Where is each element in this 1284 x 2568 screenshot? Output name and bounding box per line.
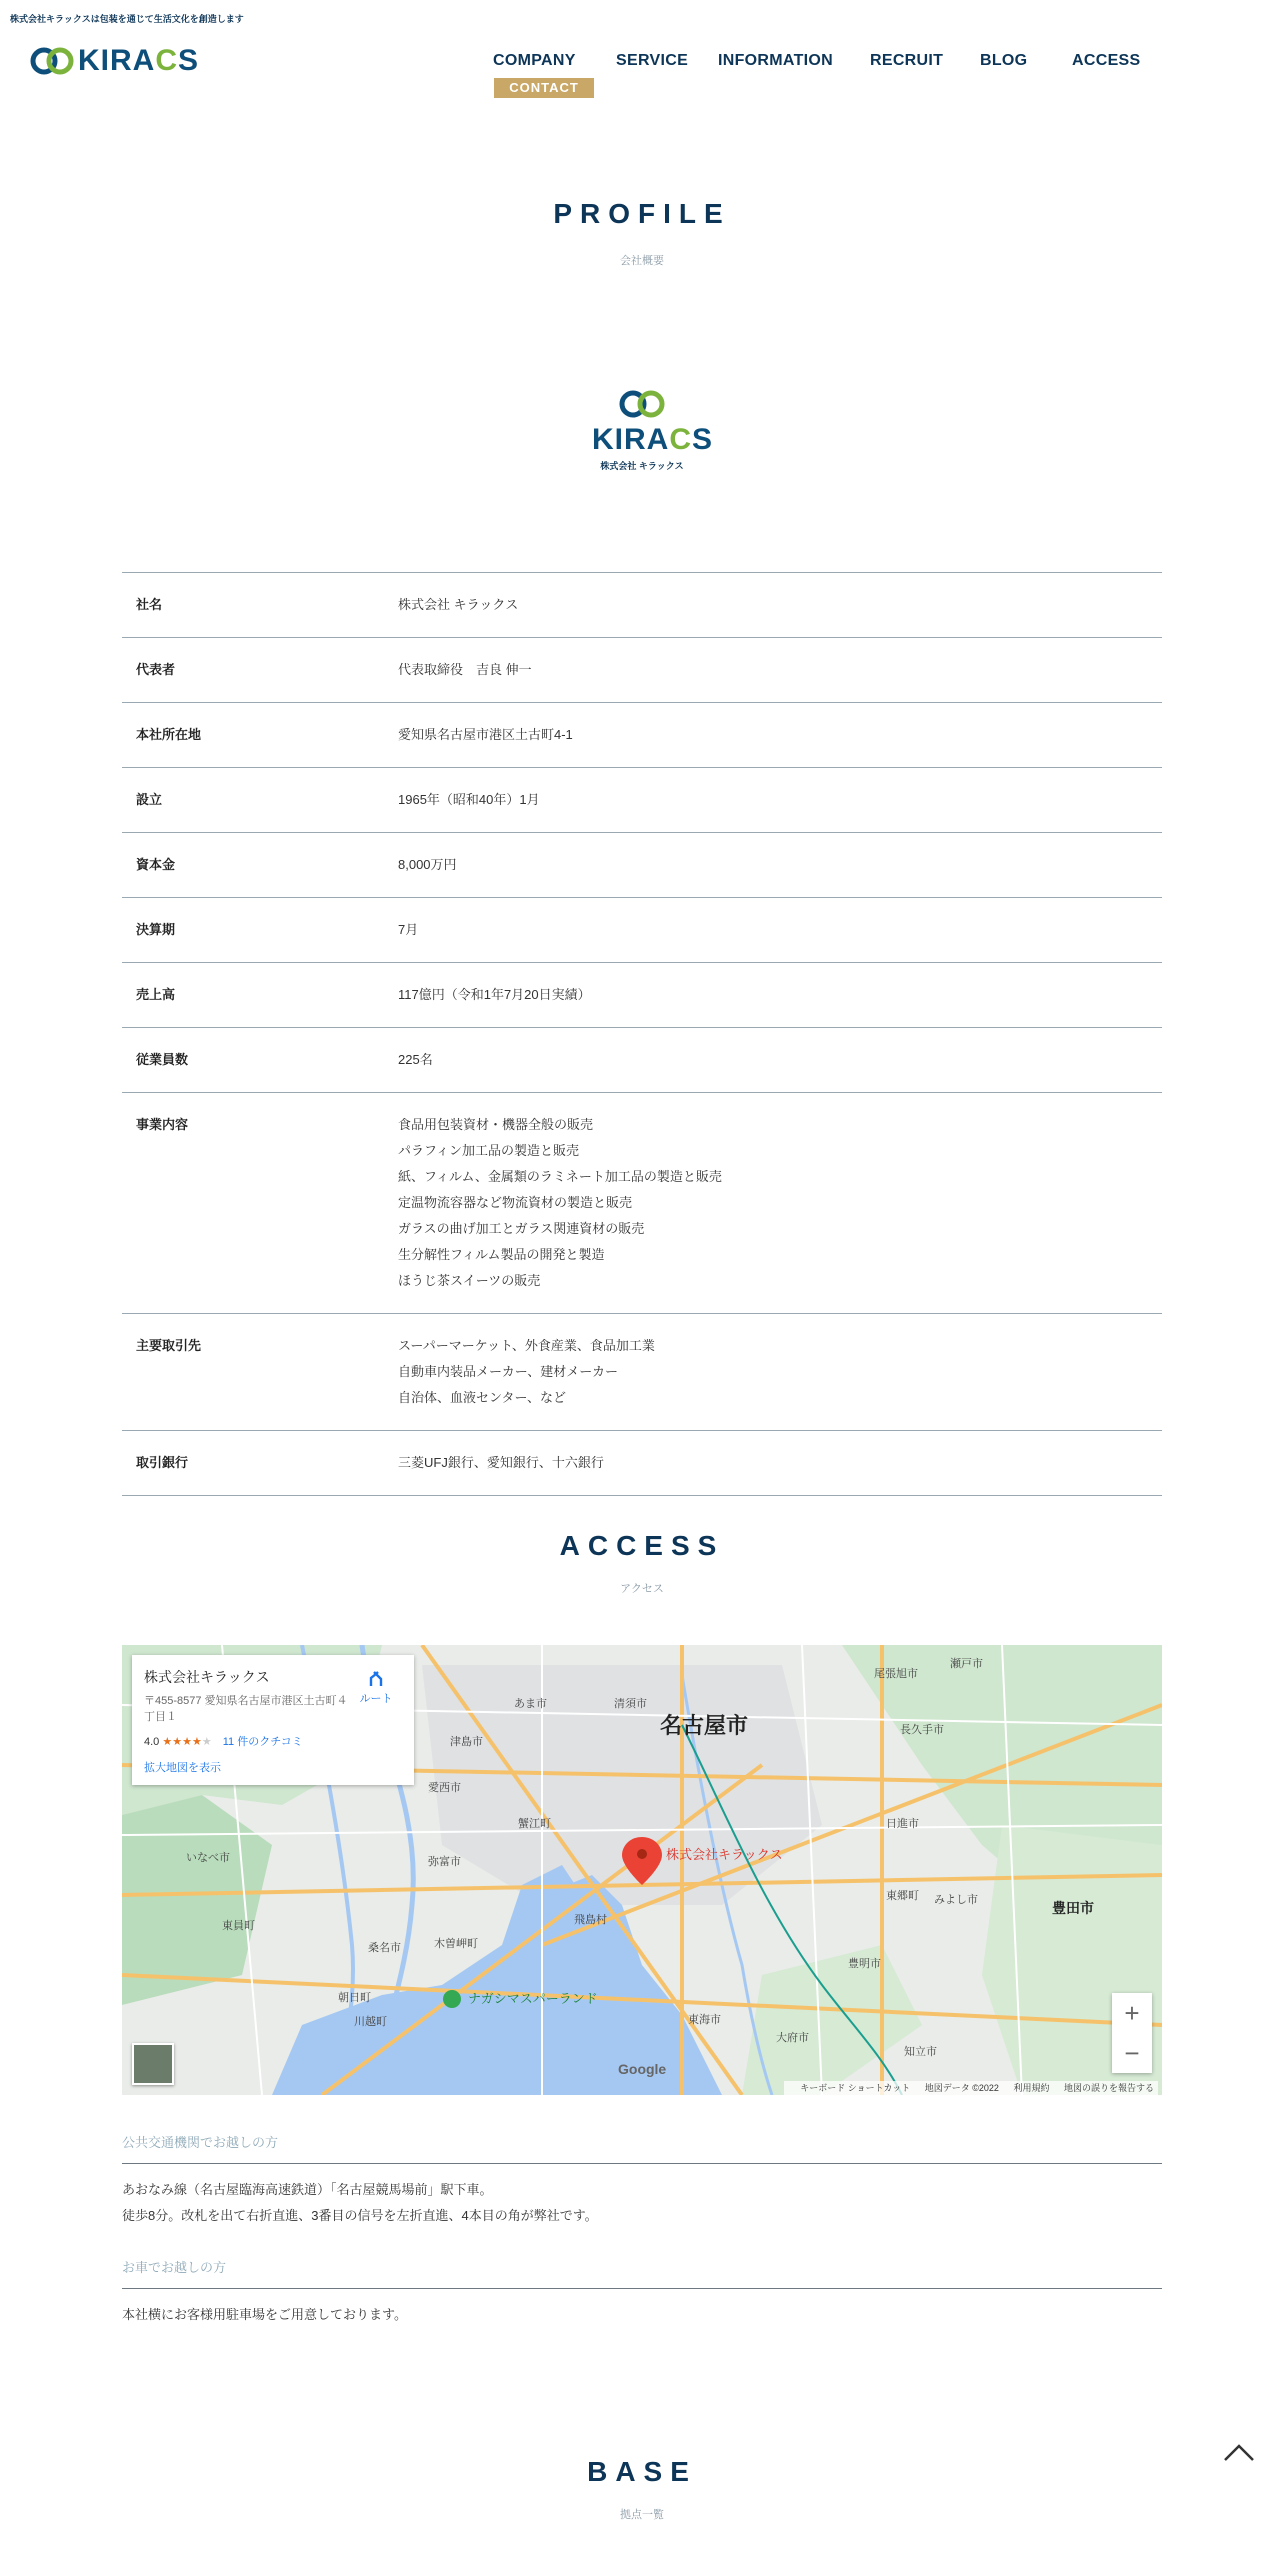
nav-blog[interactable]: BLOG	[980, 52, 1028, 69]
profile-row-line: 自治体、血液センター、など	[398, 1390, 566, 1405]
map-place: 清須市	[614, 1698, 647, 1710]
zoom-out-button[interactable]: −	[1124, 2038, 1140, 2068]
profile-row-label: 設立	[136, 792, 163, 807]
public-transport-text	[122, 2177, 1162, 2229]
company-logo	[592, 388, 714, 472]
google-logo: Google	[618, 2061, 667, 2077]
logo-company-name: 株式会社 キラックス	[600, 461, 684, 471]
map-place: 長久手市	[900, 1724, 944, 1736]
profile-row-value: 三菱UFJ銀行、愛知銀行、十六銀行	[398, 1455, 604, 1470]
profile-row	[122, 1314, 1162, 1431]
profile-row-value: 7月	[398, 922, 419, 937]
car-heading: お車でお越しの方	[122, 2257, 1162, 2289]
profile-row-label: 事業内容	[136, 1117, 189, 1132]
map-card-name: 株式会社キラックス	[144, 1669, 270, 1685]
logo-wordmark: KIRACS	[78, 44, 200, 77]
profile-row-line: ガラスの曲げ加工とガラス関連資材の販売	[398, 1221, 645, 1236]
base-title: BASE	[587, 2456, 697, 2487]
logo-rings-icon	[592, 388, 692, 420]
profile-row-value: 株式会社 キラックス	[398, 597, 519, 612]
profile-row-label: 決算期	[136, 922, 176, 937]
terms-link[interactable]: 利用規約	[1013, 2083, 1050, 2093]
map-place: 津島市	[450, 1736, 483, 1748]
reviews-link[interactable]: 11 件のクチコミ	[222, 1736, 303, 1748]
map-pin-label: 株式会社キラックス	[666, 1847, 783, 1862]
nav-company[interactable]: COMPANY	[493, 52, 576, 69]
profile-title: PROFILE	[553, 198, 731, 229]
map-place: 桑名市	[368, 1942, 401, 1954]
access-title: ACCESS	[559, 1530, 725, 1561]
profile-row-value: 8,000万円	[398, 857, 457, 872]
map-place: 東員町	[222, 1920, 255, 1932]
profile-row-label: 社名	[136, 597, 163, 612]
route-button[interactable]	[356, 1669, 396, 1706]
map-city-toyota: 豊田市	[1052, 1900, 1094, 1916]
map-zoom-control	[1112, 1993, 1152, 2073]
profile-row-value: 225名	[398, 1052, 433, 1067]
base-subtitle: 拠点一覧	[620, 2509, 664, 2521]
profile-row-label: 主要取引先	[136, 1338, 202, 1353]
public-transport-line: あおなみ線（名古屋臨海高速鉄道）「名古屋競馬場前」駅下車。	[122, 2182, 493, 2197]
map-place: 日進市	[886, 1818, 919, 1830]
map-place: 東郷町	[886, 1890, 919, 1902]
profile-row	[122, 1431, 1162, 1496]
access-subtitle: アクセス	[620, 1583, 664, 1595]
map-place: 知立市	[904, 2046, 937, 2058]
zoom-in-button[interactable]: +	[1124, 1998, 1140, 2028]
rating-stars-icon: ★★★★	[162, 1736, 202, 1748]
map-card-rating	[144, 1733, 303, 1749]
profile-row	[122, 638, 1162, 703]
map-place: 朝日町	[338, 1992, 371, 2004]
map-place: 愛西市	[428, 1782, 461, 1794]
map-place: 蟹江町	[518, 1818, 551, 1830]
profile-row-value: 1965年（昭和40年）1月	[398, 792, 540, 807]
car-text: 本社横にお客様用駐車場をご用意しております。	[122, 2307, 407, 2322]
profile-row-line: 生分解性フィルム製品の開発と製造	[398, 1247, 605, 1262]
rating-value: 4.0	[144, 1736, 160, 1748]
header-tagline: 株式会社キラックスは包装を通じて生活文化を創造します	[10, 14, 244, 24]
map-place: 尾張旭市	[874, 1668, 918, 1680]
profile-row	[122, 768, 1162, 833]
rating-star-empty-icon: ★	[201, 1736, 212, 1748]
logo-wordmark: KIRACS	[592, 423, 714, 456]
map-card-address: 〒455-8577 愛知県名古屋市港区土古町４丁目１	[144, 1695, 348, 1723]
profile-row	[122, 898, 1162, 963]
profile-row	[122, 833, 1162, 898]
profile-row	[122, 963, 1162, 1028]
map-place: 木曽岬町	[434, 1938, 478, 1950]
nav-access[interactable]: ACCESS	[1072, 52, 1141, 69]
keyboard-shortcuts-link[interactable]: キーボード ショートカット	[800, 2083, 911, 2093]
report-error-link[interactable]: 地図の誤りを報告する	[1063, 2083, 1154, 2093]
park-icon	[443, 1990, 461, 2008]
map-place-card	[132, 1655, 414, 1785]
profile-row-line: スーパーマーケット、外食産業、食品加工業	[398, 1338, 655, 1353]
profile-row-line: 自動車内装品メーカー、建材メーカー	[398, 1364, 618, 1379]
public-transport-line: 徒歩8分。改札を出て右折直進、3番目の信号を左折直進、4本目の角が弊社です。	[122, 2208, 598, 2223]
map-park: ナガシマスパーランド	[468, 1991, 598, 2006]
map-place: 東海市	[688, 2014, 721, 2026]
map-place: 川越町	[354, 2016, 387, 2028]
profile-row-line: 食品用包装資材・機器全般の販売	[398, 1117, 594, 1132]
profile-subtitle: 会社概要	[620, 255, 664, 267]
profile-row-label: 本社所在地	[136, 727, 202, 742]
page-top-button[interactable]	[1222, 2440, 1256, 2464]
profile-row-value	[398, 1314, 1162, 1431]
map-place: いなべ市	[186, 1852, 230, 1864]
nav-service[interactable]: SERVICE	[616, 52, 689, 69]
map-place: 瀬戸市	[950, 1658, 983, 1670]
profile-row-label: 資本金	[136, 857, 176, 872]
profile-row-label: 代表者	[136, 662, 176, 677]
profile-row	[122, 1028, 1162, 1093]
map-place: 飛島村	[574, 1914, 607, 1926]
google-map[interactable]	[122, 1645, 1162, 2095]
profile-row-label: 従業員数	[136, 1052, 189, 1067]
map-place: 豊明市	[848, 1958, 881, 1970]
profile-row	[122, 703, 1162, 768]
nav-information[interactable]: INFORMATION	[718, 52, 833, 69]
public-transport-heading: 公共交通機関でお越しの方	[122, 2132, 1162, 2164]
map-place: 大府市	[776, 2032, 809, 2044]
profile-row-label: 取引銀行	[136, 1455, 189, 1470]
profile-row-value: 代表取締役 吉良 伸一	[398, 662, 532, 677]
profile-row-line: 定温物流容器など物流資材の製造と販売	[398, 1195, 633, 1210]
map-city-nagoya: 名古屋市	[660, 1713, 749, 1738]
profile-row-value: 117億円（令和1年7月20日実績）	[398, 987, 591, 1002]
map-place: みよし市	[934, 1894, 978, 1906]
profile-row-line: 紙、フィルム、金属類のラミネート加工品の製造と販売	[398, 1169, 722, 1184]
global-nav	[0, 52, 1284, 102]
map-place: あま市	[514, 1698, 547, 1710]
route-label: ルート	[359, 1693, 393, 1705]
profile-row-line: パラフィン加工品の製造と販売	[398, 1143, 579, 1158]
profile-row-label: 売上高	[136, 987, 176, 1002]
nav-recruit[interactable]: RECRUIT	[870, 52, 944, 69]
map-place: 弥富市	[428, 1856, 461, 1868]
chevron-up-icon	[1222, 2440, 1256, 2464]
map-data-credit: 地図データ ©2022	[924, 2083, 999, 2093]
profile-table	[122, 572, 1162, 1496]
enlarge-map-link[interactable]: 拡大地図を表示	[144, 1762, 221, 1774]
directions-icon	[367, 1669, 385, 1687]
profile-row	[122, 573, 1162, 638]
map-attribution	[784, 2081, 1158, 2095]
profile-row	[122, 1093, 1162, 1314]
map-satellite-toggle[interactable]	[132, 2043, 174, 2085]
contact-button[interactable]: CONTACT	[494, 78, 594, 98]
profile-row-value	[398, 1093, 1162, 1314]
profile-row-line: ほうじ茶スイーツの販売	[398, 1273, 541, 1288]
profile-row-value: 愛知県名古屋市港区土古町4-1	[398, 727, 573, 742]
